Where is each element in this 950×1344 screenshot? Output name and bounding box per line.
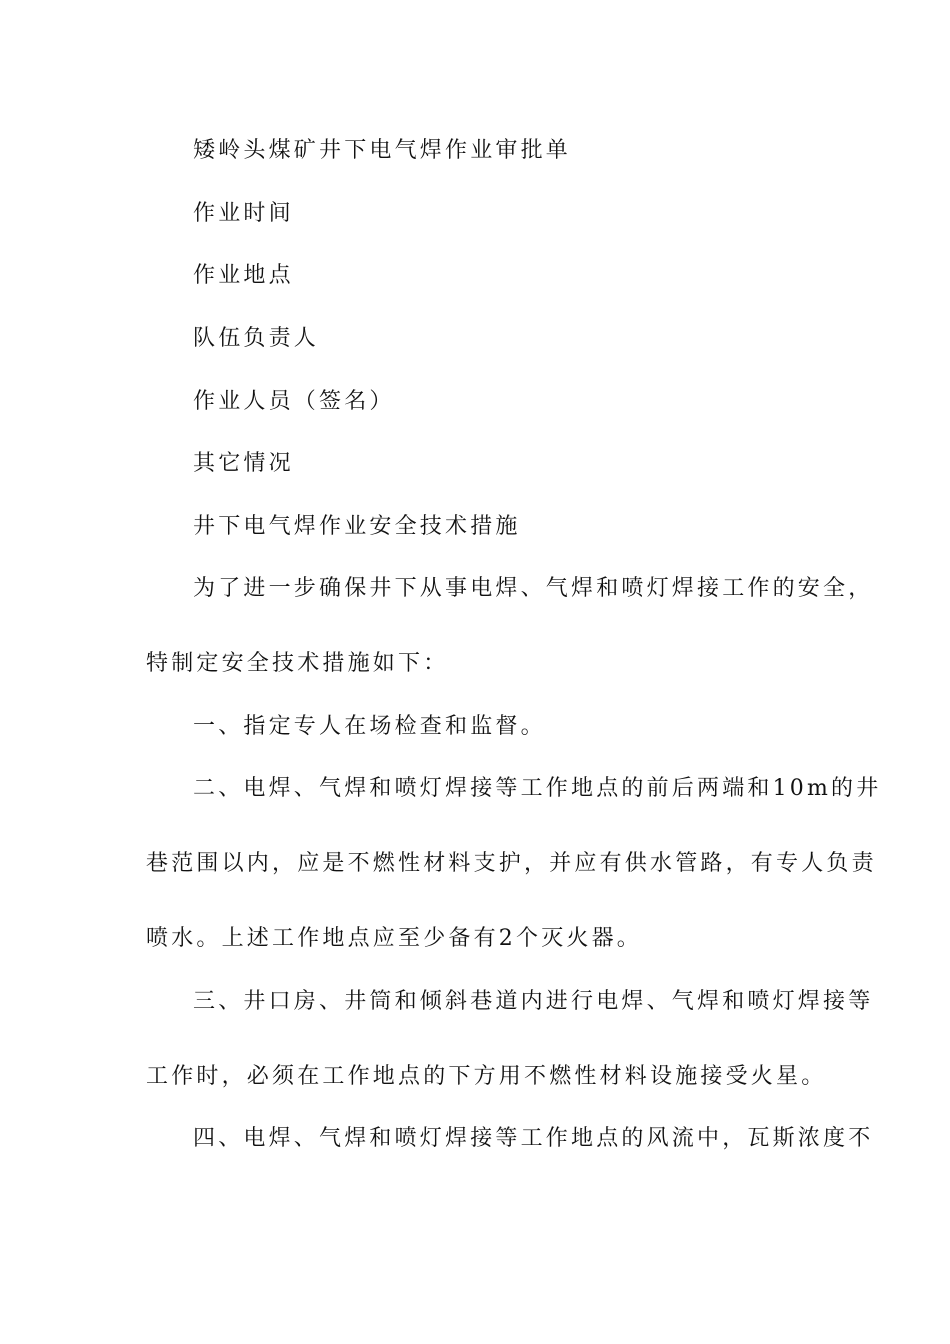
- item-2-line-1: 二、电焊、气焊和喷灯焊接等工作地点的前后两端和10m的井: [193, 776, 882, 801]
- field-other-notes: 其它情况: [193, 451, 294, 476]
- item-4-line-1: 四、电焊、气焊和喷灯焊接等工作地点的风流中，瓦斯浓度不: [193, 1126, 874, 1151]
- form-title: 矮岭头煤矿井下电气焊作业审批单: [193, 138, 572, 163]
- intro-line-1: 为了进一步确保井下从事电焊、气焊和喷灯焊接工作的安全，: [193, 576, 874, 601]
- item-3-line-2: 工作时，必须在工作地点的下方用不燃性材料设施接受火星。: [146, 1064, 827, 1089]
- measures-heading: 井下电气焊作业安全技术措施: [193, 514, 521, 539]
- field-work-location: 作业地点: [193, 263, 294, 288]
- item-2-line-2: 巷范围以内，应是不燃性材料支护，并应有供水管路，有专人负责: [146, 851, 877, 876]
- item-3-line-1: 三、井口房、井筒和倾斜巷道内进行电焊、气焊和喷灯焊接等: [193, 989, 874, 1014]
- field-workers-signature: 作业人员（签名）: [193, 389, 395, 414]
- item-1: 一、指定专人在场检查和监督。: [193, 714, 546, 739]
- item-2-line-3: 喷水。上述工作地点应至少备有2个灭火器。: [146, 926, 642, 951]
- field-team-leader: 队伍负责人: [193, 326, 320, 351]
- field-work-time: 作业时间: [193, 201, 294, 226]
- intro-line-2: 特制定安全技术措施如下：: [146, 651, 449, 676]
